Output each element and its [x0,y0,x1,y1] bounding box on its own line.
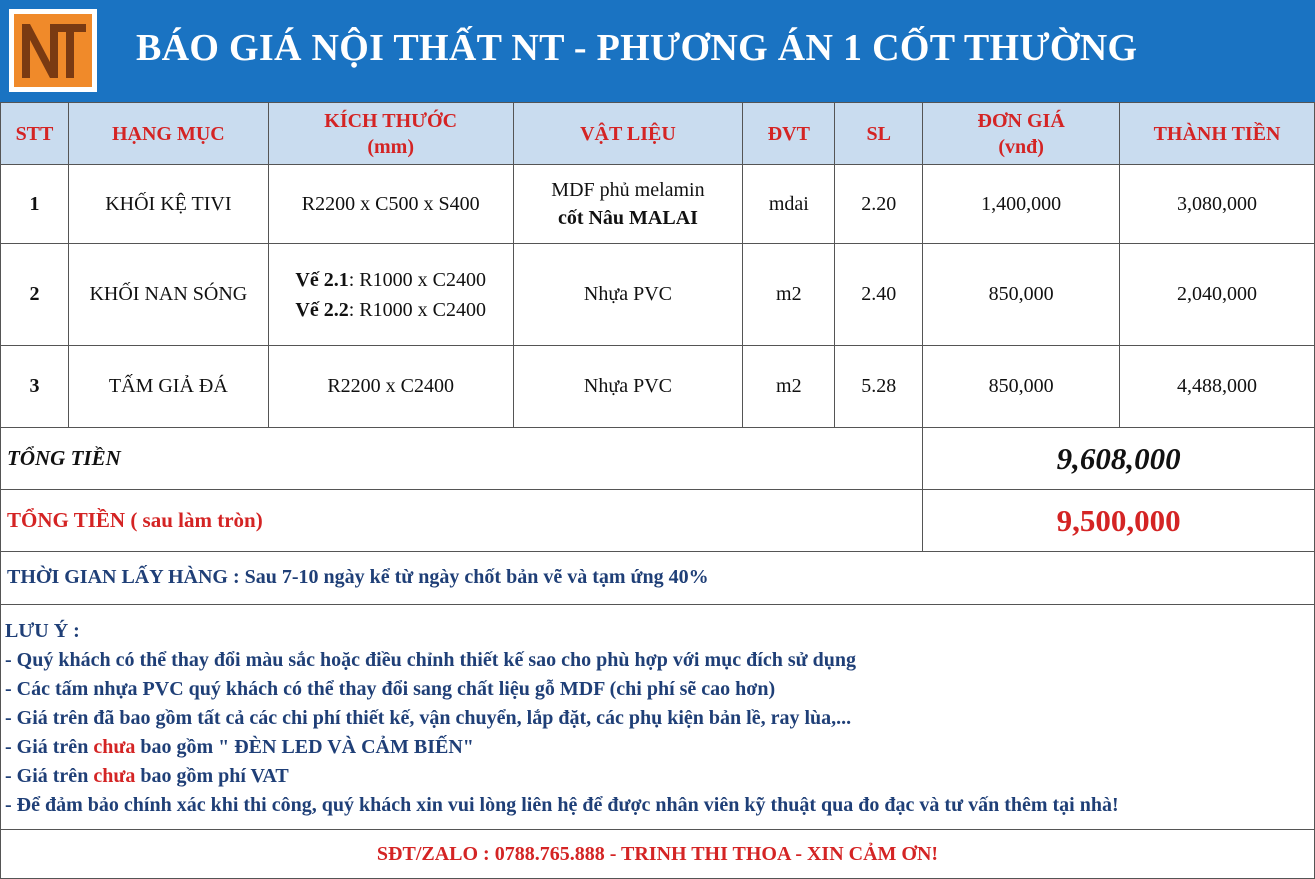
total-value: 9,608,000 [923,428,1315,490]
cell-thanh-tien: 4,488,000 [1120,346,1315,428]
note-line: - Giá trên đã bao gồm tất cả các chi phí thiết kế, vận chuyển, lắp đặt, các phụ kiện bản lề, ray lùa,... [5,707,852,729]
table-row [1,165,1315,244]
cell-sl: 5.28 [835,346,923,428]
nt-logo-icon [14,14,92,87]
cell-kich-thuoc [268,244,513,346]
note-line: - Để đảm bảo chính xác khi thi công, quý khách xin vui lòng liên hệ để được nhân viên kỹ thuật qua đo đạc và tư vấn thêm tại nhà! [5,794,1119,816]
note-line: - Các tấm nhựa PVC quý khách có thể thay đổi sang chất liệu gỗ MDF (chi phí sẽ cao hơn) [5,678,776,700]
col-header-stt: STT [1,103,69,165]
note-line [5,765,289,788]
header-banner [0,0,1315,102]
col-header-sl: SL [835,103,923,165]
vat-lieu-line2: cốt Nâu MALAI [557,207,698,229]
notes-title: LƯU Ý : [5,620,80,642]
ve-value: : R1000 x C2400 [348,268,486,291]
col-header-kich-thuoc [268,103,513,165]
note-text: - Giá trên [5,765,94,787]
col-header-don-gia [923,103,1120,165]
page-title: BÁO GIÁ NỘI THẤT NT - PHƯƠNG ÁN 1 CỐT THƯỜNG [136,27,1138,69]
vat-lieu-line1: MDF phủ melamin [551,179,705,201]
col-header-don-gia-line1: ĐƠN GIÁ [977,109,1065,132]
cell-don-gia: 850,000 [923,244,1120,346]
cell-hang-muc: KHỐI KỆ TIVI [68,165,268,244]
col-header-don-gia-line2: (vnđ) [998,135,1044,158]
col-header-hang-muc: HẠNG MỤC [68,103,268,165]
contact-text: SĐT/ZALO : 0788.765.888 - TRINH THI THOA - XIN CẢM ƠN! [376,843,939,865]
cell-sl: 2.20 [835,165,923,244]
notes-section [0,605,1315,830]
table-header-row [1,103,1315,165]
table-row [1,244,1315,346]
price-table [0,102,1315,552]
cell-stt: 2 [1,244,69,346]
note-text: bao gồm phí VAT [135,765,289,787]
col-header-vat-lieu: VẬT LIỆU [513,103,743,165]
cell-don-gia: 850,000 [923,346,1120,428]
total-row [1,428,1315,490]
note-text: - Giá trên [5,736,94,758]
ve-value: : R1000 x C2400 [348,298,486,321]
note-line [5,736,474,759]
rounded-total-label: TỔNG TIỀN ( sau làm tròn) [1,490,923,552]
contact-section [0,830,1315,879]
table-row [1,346,1315,428]
cell-vat-lieu: Nhựa PVC [513,244,743,346]
cell-stt: 3 [1,346,69,428]
col-header-kich-thuoc-line1: KÍCH THƯỚC [324,109,458,132]
cell-dvt: m2 [743,346,835,428]
rounded-total-value: 9,500,000 [923,490,1315,552]
lead-time-section [0,550,1315,605]
note-highlight: chưa [93,765,136,787]
cell-vat-lieu: Nhựa PVC [513,346,743,428]
lead-time-text: THỜI GIAN LẤY HÀNG : Sau 7-10 ngày kể từ ngày chốt bản vẽ và tạm ứng 40% [7,566,709,588]
cell-kich-thuoc: R2200 x C500 x S400 [268,165,513,244]
cell-hang-muc: TẤM GIẢ ĐÁ [68,346,268,428]
ve-label: Vế 2.2 [295,298,349,321]
cell-thanh-tien: 2,040,000 [1120,244,1315,346]
total-label: TỔNG TIỀN [1,428,923,490]
note-text: bao gồm " ĐÈN LED VÀ CẢM BIẾN" [135,736,474,758]
ve-label: Vế 2.1 [295,268,349,291]
rounded-total-row [1,490,1315,552]
note-line: - Quý khách có thể thay đổi màu sắc hoặc điều chỉnh thiết kế sao cho phù hợp với mục đích sử dụng [5,649,856,671]
cell-stt: 1 [1,165,69,244]
cell-vat-lieu [513,165,743,244]
cell-thanh-tien: 3,080,000 [1120,165,1315,244]
cell-hang-muc: KHỐI NAN SÓNG [68,244,268,346]
col-header-thanh-tien: THÀNH TIỀN [1120,103,1315,165]
cell-dvt: m2 [743,244,835,346]
cell-dvt: mdai [743,165,835,244]
cell-don-gia: 1,400,000 [923,165,1120,244]
cell-kich-thuoc: R2200 x C2400 [268,346,513,428]
note-highlight: chưa [93,736,136,758]
col-header-dvt: ĐVT [743,103,835,165]
col-header-kich-thuoc-line2: (mm) [367,135,414,158]
cell-sl: 2.40 [835,244,923,346]
brand-logo [9,9,97,92]
